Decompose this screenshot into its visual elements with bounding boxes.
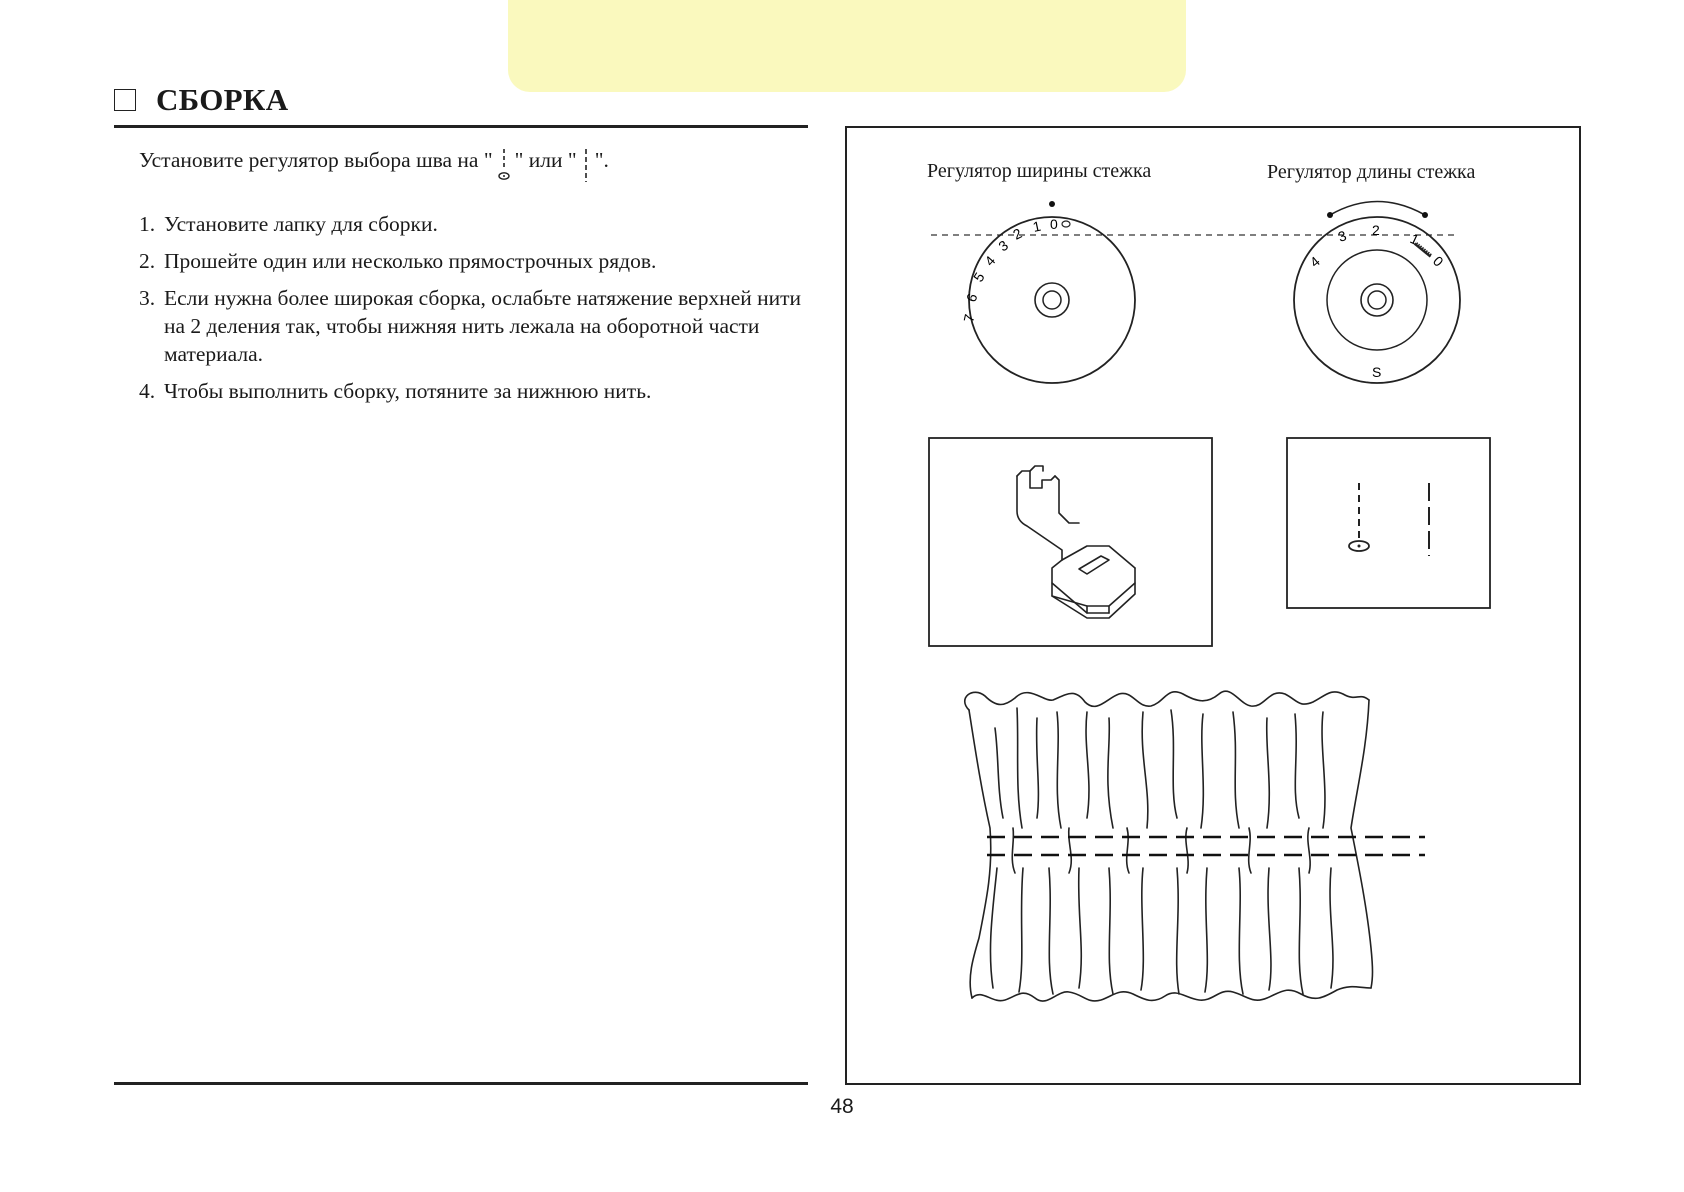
- step-number: 2.: [139, 249, 156, 273]
- width-dial-mark: 5: [969, 269, 988, 285]
- length-dial-mark: 0: [1429, 252, 1447, 270]
- step-text: Если нужна более широкая сборка, ослабьте натяжение верхней нити на 2 деления так, чтобы нижняя нить лежала на оборотной части материала.: [164, 286, 802, 366]
- length-dial-mark: 3: [1335, 227, 1349, 245]
- stitch-pattern-box: [1287, 438, 1490, 608]
- width-dial-mark: 7: [960, 312, 978, 324]
- steps-list: [139, 210, 819, 414]
- step-number: 4.: [139, 379, 156, 403]
- straight-stitch-center-icon: [497, 148, 511, 188]
- step-text: Прошейте один или несколько прямострочных рядов.: [164, 249, 657, 273]
- list-item: [139, 377, 819, 405]
- list-item: [139, 210, 819, 238]
- length-dial-mark: 4: [1306, 253, 1323, 271]
- intro-instruction: [139, 148, 609, 188]
- width-dial-mark: 4: [981, 252, 999, 270]
- step-text: Чтобы выполнить сборку, потяните за нижнюю нить.: [164, 379, 652, 403]
- width-dial-mark: 3: [995, 236, 1012, 255]
- page-number: 48: [830, 1095, 854, 1118]
- list-item: [139, 284, 819, 368]
- top-rule: [114, 125, 808, 128]
- width-dial-mark: 0: [1050, 216, 1058, 232]
- illustration-canvas: [847, 128, 1578, 1082]
- checkbox-square-icon: [114, 89, 136, 111]
- stitch-length-dial-icon: [1294, 202, 1460, 384]
- length-dial-mark: 1: [1407, 230, 1422, 249]
- stitch-width-dial-icon: [960, 201, 1135, 383]
- intro-text-before: Установите регулятор выбора шва на ": [139, 148, 493, 172]
- width-dial-mark: 2: [1010, 224, 1025, 243]
- stretch-range-mark-icon: [1415, 242, 1432, 256]
- zigzag-mark-icon: [1062, 221, 1070, 227]
- straight-stitch-left-icon: [581, 148, 591, 188]
- length-dial-mark: 2: [1372, 222, 1380, 238]
- gathered-fabric-illustration: [965, 691, 1373, 1001]
- step-number: 3.: [139, 286, 156, 310]
- section-title: СБОРКА: [156, 82, 289, 117]
- width-dial-mark: 1: [1031, 217, 1043, 235]
- section-heading: [114, 82, 288, 118]
- bottom-rule: [114, 1082, 808, 1085]
- stitch-width-dial-label: Регулятор ширины стежка: [927, 160, 1152, 182]
- presser-foot-box: [929, 438, 1212, 646]
- intro-text-after: ".: [594, 148, 609, 172]
- intro-text-middle: " или ": [514, 148, 577, 172]
- step-number: 1.: [139, 212, 156, 236]
- length-dial-mark: S: [1372, 364, 1382, 380]
- illustration-frame: [845, 126, 1581, 1085]
- width-dial-indicator-dot: [1049, 201, 1055, 207]
- gathering-presser-foot-icon: [1017, 466, 1135, 618]
- straight-stitch-pattern-icon: [1349, 483, 1429, 556]
- stitch-length-dial-label: Регулятор длины стежка: [1267, 161, 1476, 183]
- header-tab-background: [508, 0, 1186, 92]
- width-dial-mark: 6: [962, 291, 981, 305]
- list-item: [139, 247, 819, 275]
- step-text: Установите лапку для сборки.: [164, 212, 438, 236]
